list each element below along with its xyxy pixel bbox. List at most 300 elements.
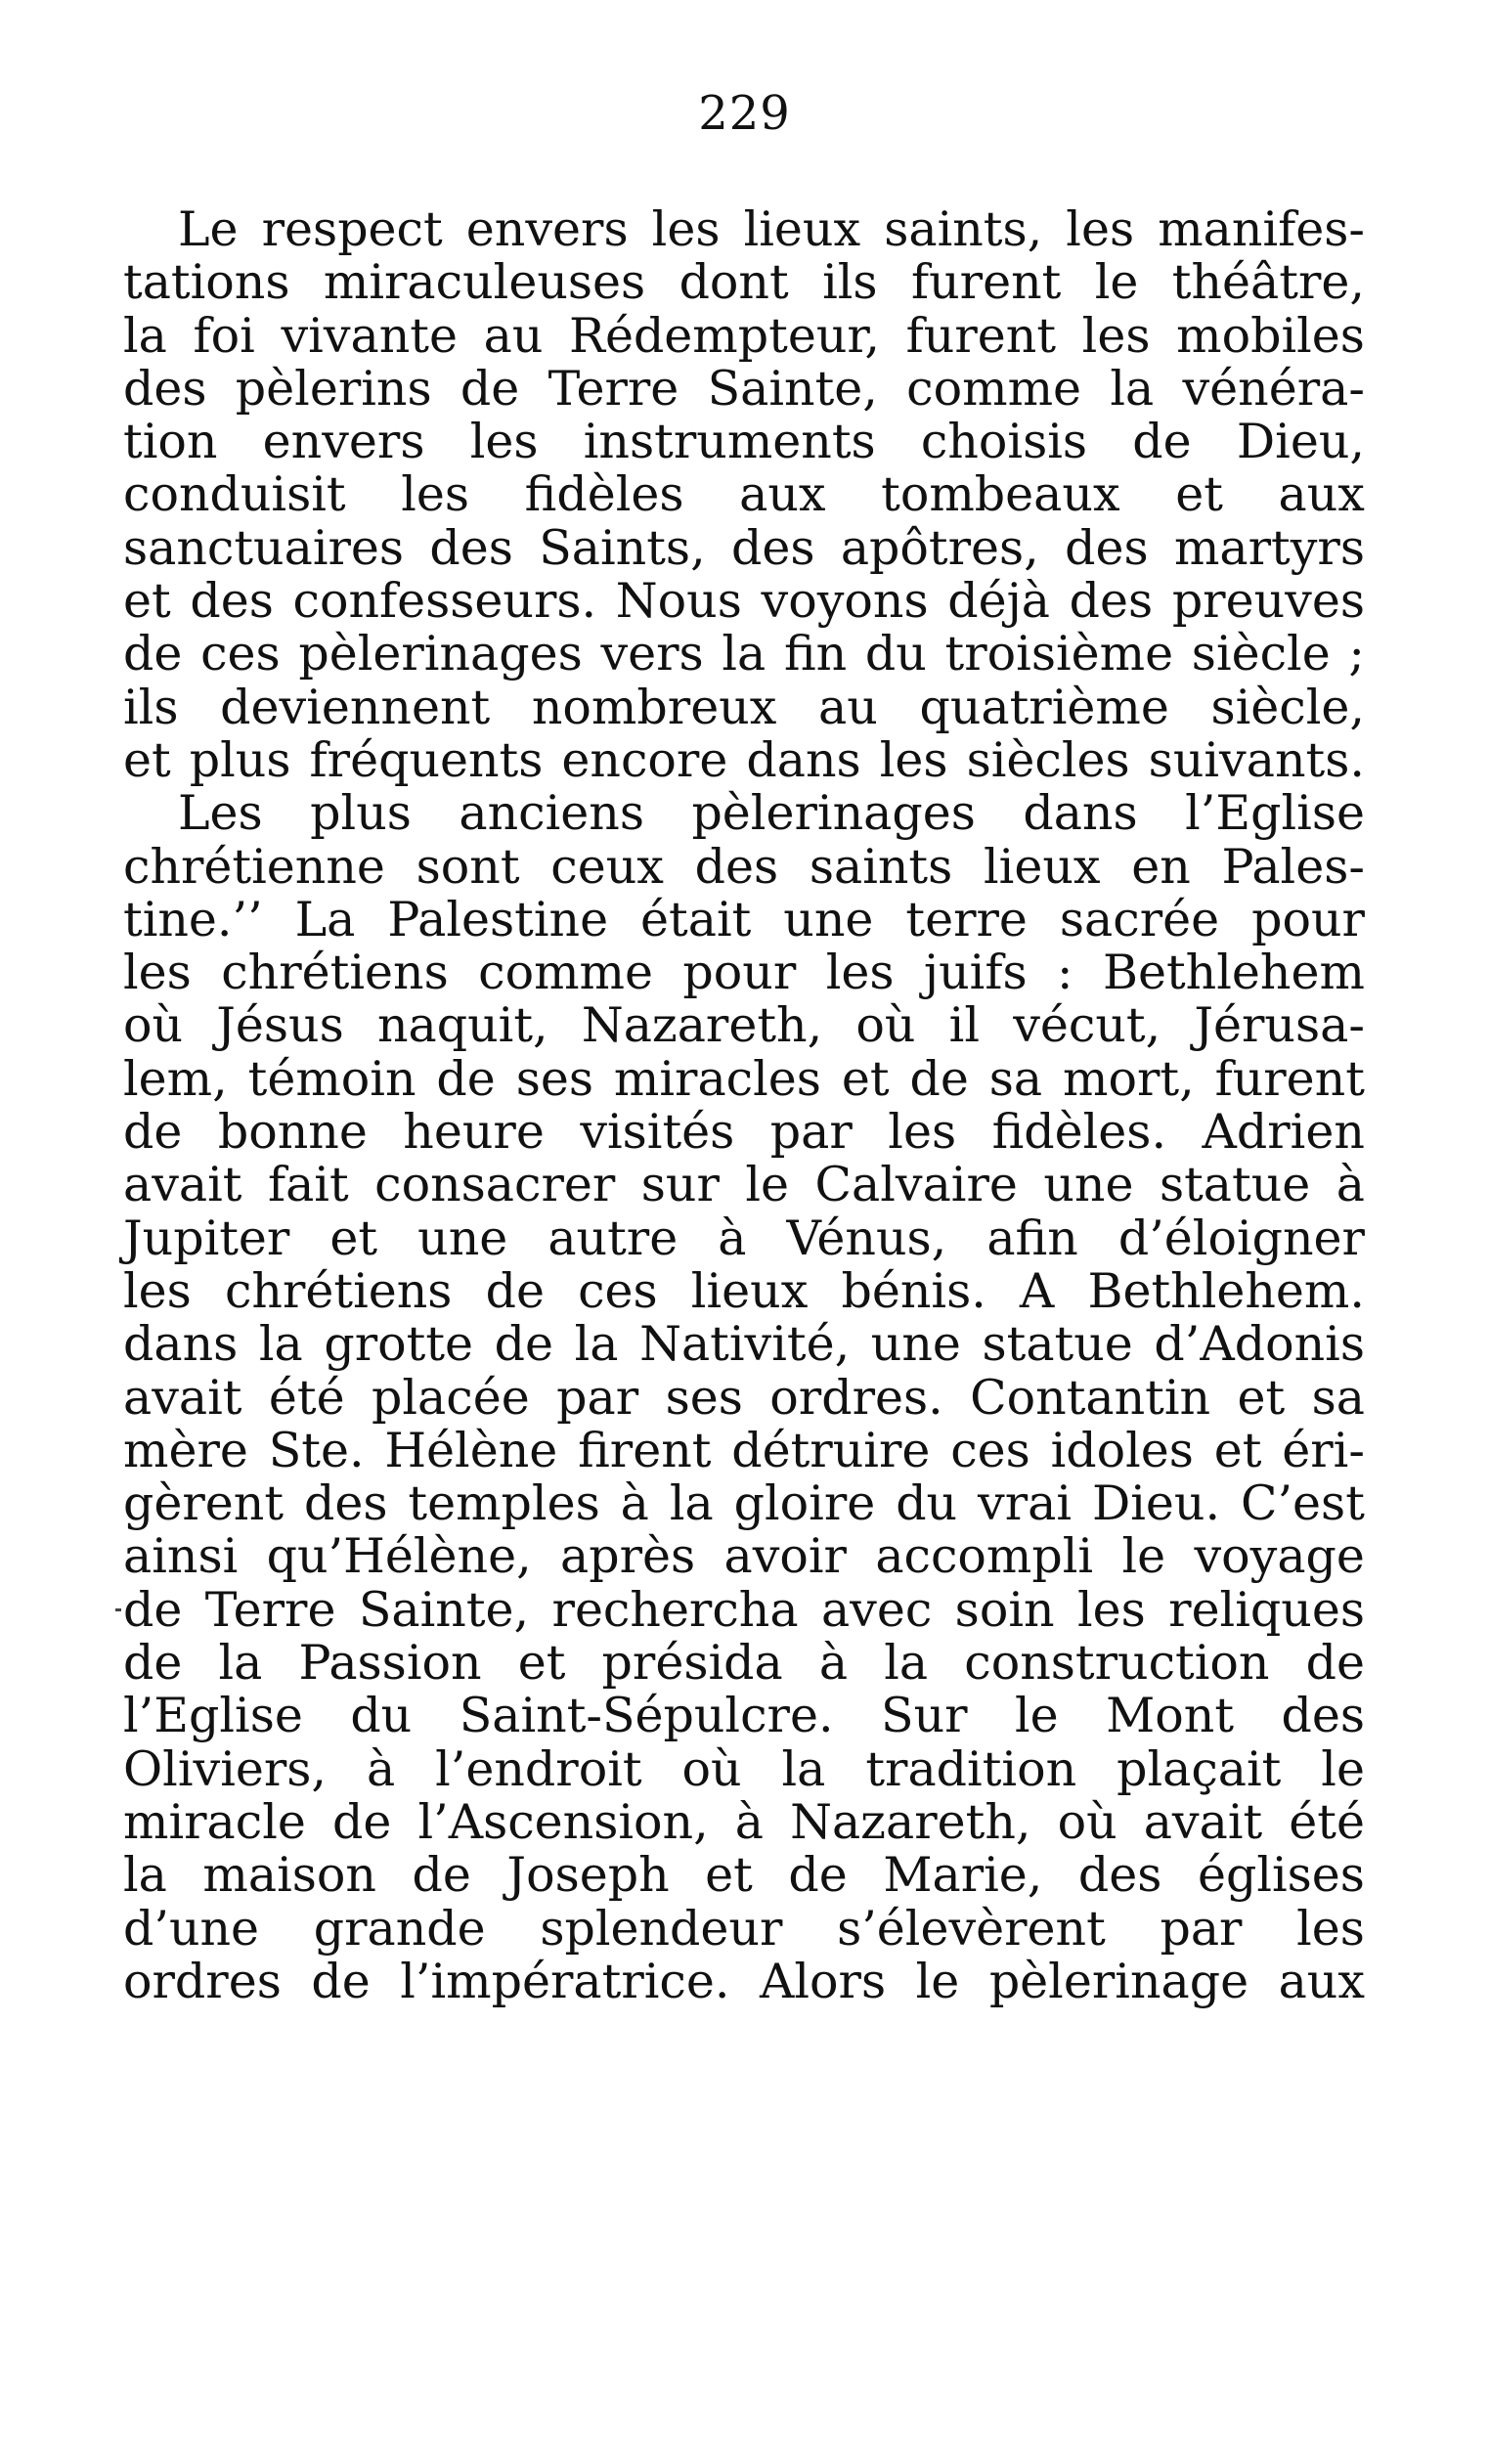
word: ainsi	[123, 1528, 239, 1585]
word: ses	[665, 1369, 743, 1426]
word: ces	[950, 1422, 1030, 1478]
word: saints,	[884, 201, 1043, 257]
word: de	[123, 626, 183, 682]
word: le	[1094, 254, 1139, 311]
word: Rédempteur,	[569, 307, 880, 364]
word: gloire	[733, 1475, 876, 1532]
word: respect	[261, 201, 443, 257]
word: l’impératrice.	[400, 1953, 730, 2009]
text-line-2	[123, 256, 1365, 309]
word: de	[123, 1635, 183, 1692]
word: Saint-Sépulcre.	[459, 1688, 834, 1744]
word: de	[1305, 1635, 1365, 1692]
word: et	[841, 1050, 890, 1107]
word: été	[1289, 1793, 1365, 1850]
word: des	[694, 838, 779, 895]
word: consacrer	[374, 1157, 616, 1213]
word: Bethlehem.	[1087, 1262, 1365, 1319]
word: une	[783, 891, 874, 947]
text-line-6	[123, 468, 1365, 521]
word: fréquents	[309, 731, 544, 788]
word: splendeur	[540, 1900, 783, 1957]
text-line-13	[123, 838, 1365, 895]
word: sa	[988, 1050, 1043, 1107]
word: à	[734, 1793, 764, 1850]
word: quatrième	[919, 679, 1169, 735]
word: avec	[820, 1581, 933, 1638]
word: Palestine	[387, 891, 609, 947]
word: la	[123, 1847, 167, 1904]
text-line-10	[123, 679, 1365, 735]
word: siècle,	[1210, 679, 1365, 735]
word: statue	[1159, 1157, 1311, 1213]
word: du	[896, 1475, 958, 1532]
word: comme	[478, 945, 654, 1001]
word: anciens	[459, 785, 644, 842]
word: reliques	[1168, 1581, 1365, 1638]
word: Les	[178, 785, 263, 842]
word: envers	[262, 414, 425, 470]
word: bénis.	[841, 1262, 986, 1319]
word: où	[123, 997, 184, 1054]
word: de	[436, 1050, 496, 1107]
word: maison	[202, 1847, 376, 1904]
word: vécut,	[1013, 997, 1161, 1054]
word: plus	[189, 731, 291, 788]
word: de	[485, 1262, 545, 1319]
word: vénéra-	[1182, 360, 1365, 417]
word: témoin	[247, 1050, 416, 1107]
word: des	[1077, 1847, 1162, 1904]
word: Nazareth,	[581, 997, 823, 1054]
word: sacrée	[1059, 891, 1220, 947]
word: de	[1132, 414, 1192, 470]
word: instruments	[583, 414, 876, 470]
word: la	[1110, 360, 1155, 417]
word: et	[1175, 466, 1223, 523]
word: le	[745, 1157, 790, 1213]
word: et	[123, 573, 171, 630]
word: foi	[193, 307, 255, 364]
word: Jérusa-	[1194, 997, 1365, 1054]
word: heure	[403, 1104, 545, 1161]
word: plaçait	[1117, 1740, 1282, 1797]
text-line-11	[123, 731, 1365, 788]
text-line-7	[123, 519, 1365, 576]
word: Sur	[881, 1688, 968, 1744]
word: l’endroit	[435, 1740, 642, 1797]
text-line-12	[123, 787, 1365, 840]
word: présida	[601, 1635, 783, 1692]
word: tombeaux	[881, 466, 1120, 523]
word: la	[781, 1740, 826, 1797]
word: aux	[739, 466, 826, 523]
word: soin	[954, 1581, 1055, 1638]
word: s’élevèrent	[837, 1900, 1106, 1957]
word: avait	[1143, 1793, 1263, 1850]
word: lieux	[984, 838, 1101, 895]
word: juifs	[923, 945, 1028, 1001]
word: et	[1237, 1369, 1286, 1426]
text-line-1	[123, 203, 1365, 256]
word: les	[1296, 1900, 1365, 1957]
word: Marie,	[883, 1847, 1043, 1904]
word: sont	[416, 838, 520, 895]
word: à	[818, 1635, 849, 1692]
word: aux	[1278, 466, 1365, 523]
word: gèrent	[123, 1475, 285, 1532]
text-line-27	[123, 1581, 1365, 1638]
word: les	[888, 1104, 957, 1161]
word: les	[123, 945, 192, 1001]
word: afin	[986, 1210, 1078, 1266]
word: Dieu.	[1091, 1475, 1221, 1532]
text-line-9	[123, 628, 1365, 681]
word: du	[864, 626, 927, 682]
body-text	[123, 203, 1365, 2008]
word: éri-	[1282, 1422, 1365, 1478]
word: de	[311, 1953, 371, 2009]
word: Contantin	[970, 1369, 1211, 1426]
text-line-34	[123, 1953, 1365, 2009]
word: au	[483, 307, 544, 364]
word: du	[350, 1688, 413, 1744]
word: Terre	[547, 360, 679, 417]
word: d’une	[123, 1900, 260, 1957]
word: de	[123, 1104, 183, 1161]
word: plus	[310, 785, 412, 842]
word: ils	[123, 679, 179, 735]
word: siècle	[1191, 626, 1331, 682]
word: et	[517, 1635, 566, 1692]
word: deviennent	[220, 679, 491, 735]
word: le	[1121, 1528, 1166, 1585]
word: furent	[905, 307, 1057, 364]
word: Passion	[298, 1635, 482, 1692]
word: siècles	[966, 731, 1130, 788]
text-line-15	[123, 946, 1365, 999]
word: Sainte,	[707, 360, 878, 417]
text-line-19	[123, 1159, 1365, 1211]
word: de	[331, 1793, 392, 1850]
text-line-3	[123, 307, 1365, 364]
text-line-31	[123, 1793, 1365, 1850]
word: preuves	[1171, 573, 1365, 630]
word: lem,	[123, 1050, 228, 1107]
word: Alors	[759, 1953, 887, 2009]
word: ses	[515, 1050, 593, 1107]
word: avait	[123, 1369, 242, 1426]
word: construction	[964, 1635, 1270, 1692]
word: Jésus	[216, 997, 344, 1054]
word: pèlerinage	[988, 1953, 1249, 2009]
text-line-28	[123, 1637, 1365, 1690]
word: idoles	[1050, 1422, 1194, 1478]
word: détruire	[731, 1422, 931, 1478]
word: ils	[822, 254, 878, 311]
word: mobiles	[1176, 307, 1365, 364]
word: pèlerins	[235, 360, 432, 417]
word: à	[366, 1740, 396, 1797]
word: Terre	[204, 1581, 336, 1638]
word: visités	[580, 1104, 735, 1161]
word: par	[556, 1369, 639, 1426]
word: Jupiter	[123, 1210, 290, 1266]
word: grotte	[324, 1316, 474, 1373]
text-line-26	[123, 1530, 1365, 1583]
word: Oliviers,	[123, 1740, 328, 1797]
word: suivants.	[1148, 731, 1365, 788]
word: les	[651, 201, 721, 257]
word: terre	[905, 891, 1028, 947]
word: les	[401, 466, 470, 523]
word: la	[669, 1475, 714, 1532]
word: et	[329, 1210, 378, 1266]
word: de	[788, 1847, 848, 1904]
word: Vénus,	[786, 1210, 947, 1266]
word: fidèles.	[991, 1104, 1167, 1161]
word: pèlerinages	[691, 785, 976, 842]
word: les	[1081, 307, 1151, 364]
word: miraculeuses	[323, 254, 646, 311]
word: Nous	[615, 573, 742, 630]
text-line-17	[123, 1050, 1365, 1107]
word: déjà	[947, 573, 1051, 630]
word: vers	[600, 626, 704, 682]
word: :	[1057, 945, 1073, 1001]
word: la	[258, 1316, 303, 1373]
word: apôtres,	[840, 519, 1039, 576]
word: firent	[578, 1422, 712, 1478]
word: ces	[200, 626, 281, 682]
word: tine.’’	[123, 891, 263, 947]
word: chrétiens	[224, 1262, 453, 1319]
text-line-32	[123, 1849, 1365, 1902]
word: rechercha	[551, 1581, 799, 1638]
word: accompli	[875, 1528, 1094, 1585]
word: comme	[906, 360, 1082, 417]
text-line-4	[123, 360, 1365, 417]
word: voyons	[761, 573, 929, 630]
word: le	[1015, 1688, 1059, 1744]
word: troisième	[944, 626, 1174, 682]
word: Sainte,	[358, 1581, 530, 1638]
word: le	[1321, 1740, 1365, 1797]
word: La	[294, 891, 356, 947]
word: ceux	[550, 838, 664, 895]
word: l’Ascension,	[417, 1793, 709, 1850]
word: Saints,	[539, 519, 706, 576]
margin-mark	[115, 1608, 121, 1611]
text-line-16	[123, 999, 1365, 1052]
text-line-24	[123, 1422, 1365, 1478]
word: où	[1057, 1793, 1117, 1850]
word: pour	[1251, 891, 1365, 947]
word: des	[190, 573, 274, 630]
word: à	[620, 1475, 649, 1532]
word: Bethlehem	[1102, 945, 1365, 1001]
word: statue	[982, 1316, 1133, 1373]
text-line-23	[123, 1369, 1365, 1426]
word: voyage	[1194, 1528, 1365, 1585]
word: dont	[679, 254, 789, 311]
word: aux	[1278, 1953, 1365, 2009]
word: conduisit	[123, 466, 346, 523]
word: grande	[313, 1900, 486, 1957]
word: encore	[561, 731, 728, 788]
word: de	[123, 1581, 183, 1638]
word: par	[769, 1104, 853, 1161]
word: des	[429, 519, 513, 576]
text-line-14	[123, 891, 1365, 947]
word: Mont	[1106, 1688, 1235, 1744]
word: fin	[783, 626, 848, 682]
word: furent	[910, 254, 1062, 311]
word: tion	[123, 414, 218, 470]
word: la	[574, 1316, 619, 1373]
text-line-33	[123, 1900, 1365, 1957]
word: de	[494, 1316, 554, 1373]
word: confesseurs.	[292, 573, 597, 630]
word: et	[705, 1847, 753, 1904]
text-line-18	[123, 1106, 1365, 1159]
word: Adrien	[1202, 1104, 1365, 1161]
word: Calvaire	[814, 1157, 1018, 1213]
text-line-5	[123, 416, 1365, 468]
word: tradition	[865, 1740, 1077, 1797]
word: où	[681, 1740, 742, 1797]
word: avoir	[723, 1528, 847, 1585]
word: à	[718, 1210, 747, 1266]
word: chrétiens	[221, 945, 449, 1001]
page-number: 229	[698, 86, 791, 141]
text-line-21	[123, 1262, 1365, 1319]
word: mort,	[1063, 1050, 1195, 1107]
word: mère	[123, 1422, 248, 1478]
word: une	[417, 1210, 508, 1266]
word: les	[1076, 1581, 1146, 1638]
word: où	[855, 997, 916, 1054]
word: Nativité,	[639, 1316, 851, 1373]
word: d’Adonis	[1154, 1316, 1365, 1373]
text-line-22	[123, 1318, 1365, 1371]
word: été	[268, 1369, 345, 1426]
word: qu’Hélène,	[266, 1528, 532, 1585]
word: miracles	[613, 1050, 821, 1107]
word: martyrs	[1173, 519, 1365, 576]
word: sur	[640, 1157, 720, 1213]
word: Dieu,	[1236, 414, 1365, 470]
word: ces	[578, 1262, 658, 1319]
word: pèlerinages	[298, 626, 583, 682]
word: l’Eglise	[123, 1688, 303, 1744]
word: de	[412, 1847, 471, 1904]
word: les	[123, 1262, 192, 1319]
word: Pales-	[1221, 838, 1365, 895]
word: Ste.	[268, 1422, 365, 1478]
word: C’est	[1240, 1475, 1365, 1532]
word: les	[825, 945, 895, 1001]
word: lieux	[690, 1262, 809, 1319]
word: de	[460, 360, 520, 417]
word: une	[1043, 1157, 1134, 1213]
word: envers	[465, 201, 629, 257]
word: nombreux	[531, 679, 777, 735]
text-line-20	[123, 1212, 1365, 1265]
word: manifes-	[1158, 201, 1365, 257]
word: dans	[123, 1316, 239, 1373]
text-line-30	[123, 1740, 1365, 1797]
word: il	[948, 997, 980, 1054]
word: et	[123, 731, 171, 788]
word: dans	[1023, 785, 1138, 842]
word: Nazareth,	[790, 1793, 1031, 1850]
word: l’Eglise	[1185, 785, 1365, 842]
word: Le	[178, 201, 239, 257]
word: choisis	[920, 414, 1088, 470]
word: en	[1131, 838, 1191, 895]
word: et	[1213, 1422, 1262, 1478]
word: des	[123, 360, 207, 417]
word: fidèles	[524, 466, 684, 523]
word: des	[303, 1475, 388, 1532]
word: des	[1065, 519, 1149, 576]
word: par	[1160, 1900, 1243, 1957]
word: était	[640, 891, 752, 947]
word: des	[1281, 1688, 1365, 1744]
word: lieux	[743, 201, 861, 257]
word: vivante	[281, 307, 458, 364]
word: ordres.	[769, 1369, 943, 1426]
word: de	[909, 1050, 969, 1107]
word: vrai	[978, 1475, 1073, 1532]
word: saints	[809, 838, 953, 895]
word: au	[818, 679, 878, 735]
word: bonne	[217, 1104, 368, 1161]
word: Hélène	[384, 1422, 558, 1478]
word: miracle	[123, 1793, 306, 1850]
word: sanctuaires	[123, 519, 405, 576]
word: A	[1019, 1262, 1055, 1319]
word: d’éloigner	[1117, 1210, 1365, 1266]
text-line-29	[123, 1690, 1365, 1742]
word: placée	[372, 1369, 530, 1426]
word: une	[870, 1316, 961, 1373]
word: temples	[408, 1475, 600, 1532]
word: des	[1069, 573, 1154, 630]
word: la	[722, 626, 766, 682]
word: dans	[746, 731, 861, 788]
word: la	[218, 1635, 263, 1692]
text-line-25	[123, 1477, 1365, 1530]
word: autre	[547, 1210, 679, 1266]
word: chrétienne	[123, 838, 385, 895]
word: théâtre,	[1171, 254, 1365, 311]
word: à	[1336, 1157, 1365, 1213]
word: la	[123, 307, 167, 364]
word: naquit,	[376, 997, 548, 1054]
word: les	[469, 414, 539, 470]
word: après	[559, 1528, 696, 1585]
word: furent	[1214, 1050, 1365, 1107]
word: tations	[123, 254, 290, 311]
word: les	[879, 731, 948, 788]
word: les	[1066, 201, 1135, 257]
word: des	[731, 519, 815, 576]
text-line-8	[123, 575, 1365, 628]
word: avait	[123, 1157, 242, 1213]
word: la	[884, 1635, 929, 1692]
